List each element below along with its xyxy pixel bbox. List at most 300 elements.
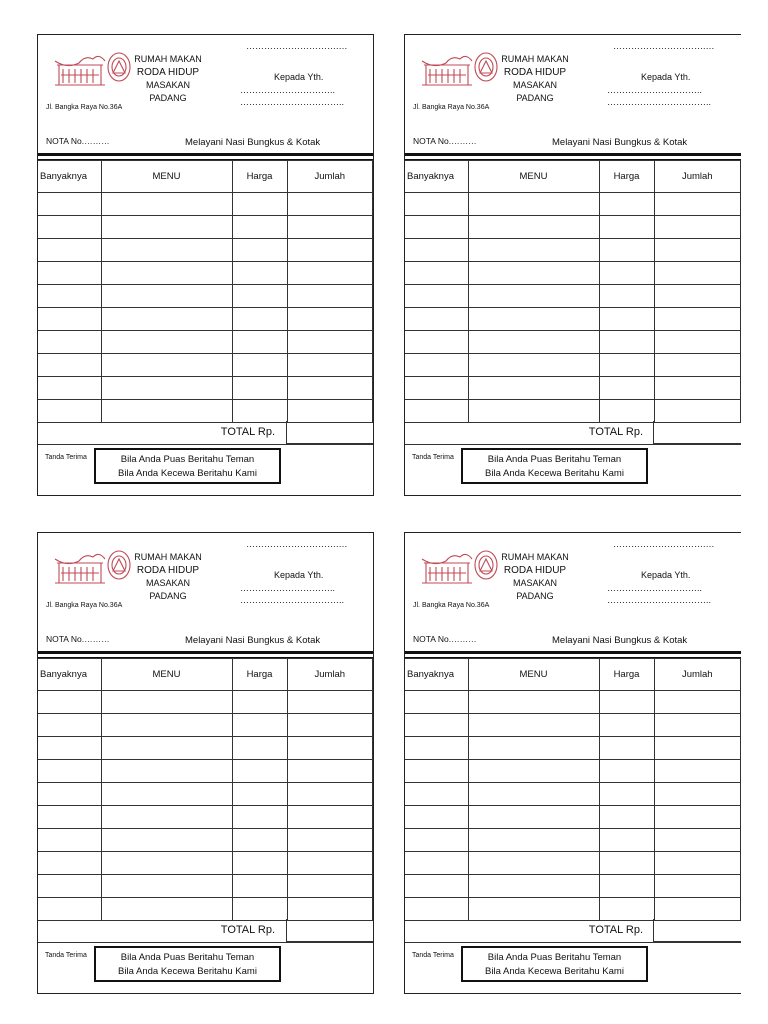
table-cell — [468, 714, 599, 737]
table-row — [38, 285, 373, 308]
restaurant-logo — [53, 49, 133, 89]
column-header-harga: Harga — [232, 659, 287, 691]
table-cell — [468, 262, 599, 285]
table-row — [405, 875, 741, 898]
nota-number-label: NOTA No.……… — [46, 136, 110, 146]
total-row — [38, 919, 373, 942]
table-cell — [232, 691, 287, 714]
table-cell — [599, 875, 654, 898]
service-tagline: Melayani Nasi Bungkus & Kotak — [552, 137, 688, 148]
column-header-banyaknya: Banyaknya — [38, 161, 101, 193]
table-cell — [38, 783, 101, 806]
receipt-bottom-right — [404, 532, 741, 994]
date-dotted-line: ………………………….… — [613, 41, 715, 51]
date-dotted-line: ………………………….… — [246, 41, 348, 51]
table-cell — [405, 760, 468, 783]
brand-line-2: RODA HIDUP — [503, 565, 567, 576]
table-cell — [654, 193, 741, 216]
table-cell — [38, 354, 101, 377]
brand-line-1: RUMAH MAKAN — [501, 54, 569, 64]
table-cell — [599, 898, 654, 921]
table-cell — [599, 806, 654, 829]
table-row — [38, 852, 373, 875]
brand-line-2: RODA HIDUP — [503, 67, 567, 78]
table-cell — [654, 852, 741, 875]
table-cell — [405, 239, 468, 262]
column-header-menu: MENU — [468, 659, 599, 691]
column-header-jumlah: Jumlah — [287, 659, 373, 691]
nota-number-label: NOTA No.……… — [413, 136, 477, 146]
table-cell — [654, 216, 741, 239]
brand-line-1: RUMAH MAKAN — [134, 54, 202, 64]
table-cell — [405, 829, 468, 852]
table-cell — [287, 760, 373, 783]
table-cell — [101, 239, 232, 262]
message-line-1: Bila Anda Puas Beritahu Teman — [487, 454, 622, 465]
table-cell — [405, 331, 468, 354]
rumah-gadang-logo-icon — [53, 547, 133, 587]
table-cell — [38, 714, 101, 737]
table-cell — [232, 308, 287, 331]
table-row — [405, 331, 741, 354]
table-cell — [654, 783, 741, 806]
table-cell — [654, 308, 741, 331]
table-cell — [101, 193, 232, 216]
column-header-banyaknya: Banyaknya — [405, 659, 468, 691]
table-cell — [232, 760, 287, 783]
table-cell — [468, 308, 599, 331]
column-header-jumlah: Jumlah — [287, 161, 373, 193]
table-cell — [599, 193, 654, 216]
receipt-signature-label: Tanda Terima — [412, 454, 454, 461]
table-cell — [405, 691, 468, 714]
recipient-dotted-line-1: ………………………….. — [607, 85, 703, 95]
customer-message-box — [94, 448, 281, 484]
total-amount-cell — [653, 421, 741, 444]
table-cell — [38, 239, 101, 262]
table-cell — [232, 285, 287, 308]
total-label: TOTAL Rp. — [588, 924, 643, 936]
table-cell — [38, 852, 101, 875]
table-cell — [38, 285, 101, 308]
table-cell — [38, 331, 101, 354]
table-cell — [468, 691, 599, 714]
table-cell — [232, 331, 287, 354]
table-cell — [468, 852, 599, 875]
table-cell — [468, 216, 599, 239]
table-cell — [468, 331, 599, 354]
total-row — [405, 421, 741, 444]
column-header-harga: Harga — [232, 161, 287, 193]
brand-line-2: RODA HIDUP — [136, 67, 200, 78]
table-cell — [599, 714, 654, 737]
table-row — [38, 262, 373, 285]
footer-divider — [405, 444, 741, 445]
table-cell — [405, 898, 468, 921]
table-cell — [405, 783, 468, 806]
table-cell — [654, 898, 741, 921]
table-row — [405, 377, 741, 400]
table-cell — [468, 354, 599, 377]
table-row — [38, 239, 373, 262]
table-cell — [101, 737, 232, 760]
table-cell — [599, 737, 654, 760]
table-cell — [232, 193, 287, 216]
header-divider-thick — [405, 651, 741, 654]
table-cell — [38, 377, 101, 400]
brand-line-1: RUMAH MAKAN — [501, 552, 569, 562]
table-cell — [654, 737, 741, 760]
table-cell — [287, 239, 373, 262]
rumah-gadang-logo-icon — [420, 547, 500, 587]
table-cell — [287, 898, 373, 921]
table-row — [38, 308, 373, 331]
total-amount-cell — [653, 919, 741, 942]
total-label: TOTAL Rp. — [220, 924, 275, 936]
table-cell — [232, 377, 287, 400]
table-cell — [405, 737, 468, 760]
table-cell — [654, 285, 741, 308]
table-header-row — [405, 161, 741, 193]
header-divider-thick — [38, 153, 373, 156]
restaurant-logo — [53, 547, 133, 587]
service-tagline: Melayani Nasi Bungkus & Kotak — [552, 635, 688, 646]
table-cell — [101, 783, 232, 806]
table-row — [405, 760, 741, 783]
table-cell — [468, 760, 599, 783]
table-cell — [232, 806, 287, 829]
rumah-gadang-logo-icon — [420, 49, 500, 89]
table-cell — [405, 262, 468, 285]
recipient-dotted-line-1: ………………………….. — [240, 583, 336, 593]
table-cell — [232, 783, 287, 806]
message-line-2: Bila Anda Kecewa Beritahu Kami — [485, 966, 624, 977]
table-row — [405, 262, 741, 285]
message-line-1: Bila Anda Puas Beritahu Teman — [487, 952, 622, 963]
receipt-top-right — [404, 34, 741, 496]
restaurant-address: Jl. Bangka Raya No.36A — [46, 104, 123, 111]
table-cell — [654, 714, 741, 737]
recipient-label: Kepada Yth. — [274, 570, 324, 580]
restaurant-name — [134, 551, 202, 603]
table-cell — [232, 354, 287, 377]
table-cell — [38, 262, 101, 285]
table-cell — [405, 714, 468, 737]
table-cell — [654, 806, 741, 829]
column-header-harga: Harga — [599, 659, 654, 691]
table-cell — [599, 783, 654, 806]
brand-line-3: MASAKAN PADANG — [512, 80, 557, 103]
table-cell — [101, 400, 232, 423]
table-cell — [405, 216, 468, 239]
restaurant-name — [501, 53, 569, 105]
table-cell — [405, 308, 468, 331]
table-row — [405, 898, 741, 921]
table-row — [38, 377, 373, 400]
table-cell — [38, 829, 101, 852]
customer-message-box — [461, 946, 648, 982]
customer-message-box — [461, 448, 648, 484]
column-header-banyaknya: Banyaknya — [405, 161, 468, 193]
table-cell — [599, 760, 654, 783]
table-row — [38, 400, 373, 423]
table-cell — [287, 691, 373, 714]
table-cell — [101, 354, 232, 377]
recipient-label: Kepada Yth. — [641, 72, 691, 82]
table-cell — [468, 783, 599, 806]
table-row — [405, 239, 741, 262]
table-cell — [287, 852, 373, 875]
column-header-jumlah: Jumlah — [654, 161, 741, 193]
table-row — [38, 354, 373, 377]
table-row — [405, 193, 741, 216]
header-divider-thick — [38, 651, 373, 654]
total-label: TOTAL Rp. — [588, 426, 643, 438]
table-cell — [599, 829, 654, 852]
table-cell — [599, 239, 654, 262]
table-cell — [38, 737, 101, 760]
message-line-2: Bila Anda Kecewa Beritahu Kami — [118, 966, 257, 977]
column-header-jumlah: Jumlah — [654, 659, 741, 691]
table-cell — [287, 714, 373, 737]
receipt-signature-label: Tanda Terima — [45, 454, 87, 461]
table-cell — [232, 737, 287, 760]
brand-line-3: MASAKAN PADANG — [145, 578, 190, 601]
table-cell — [405, 852, 468, 875]
table-cell — [468, 829, 599, 852]
table-cell — [38, 875, 101, 898]
receipt-top-left — [37, 34, 374, 496]
table-cell — [101, 829, 232, 852]
table-cell — [599, 691, 654, 714]
table-cell — [654, 691, 741, 714]
table-row — [38, 760, 373, 783]
table-cell — [38, 898, 101, 921]
table-cell — [232, 898, 287, 921]
column-header-menu: MENU — [101, 659, 232, 691]
message-line-2: Bila Anda Kecewa Beritahu Kami — [485, 468, 624, 479]
table-row — [405, 714, 741, 737]
table-cell — [232, 852, 287, 875]
table-cell — [38, 806, 101, 829]
table-cell — [287, 308, 373, 331]
table-cell — [599, 285, 654, 308]
table-row — [38, 829, 373, 852]
table-row — [38, 898, 373, 921]
table-cell — [287, 193, 373, 216]
table-cell — [101, 377, 232, 400]
recipient-label: Kepada Yth. — [641, 570, 691, 580]
date-dotted-line: ………………………….… — [246, 539, 348, 549]
table-cell — [101, 760, 232, 783]
recipient-dotted-line-2: …………………………….. — [607, 97, 712, 107]
table-cell — [654, 377, 741, 400]
footer-divider — [38, 942, 373, 943]
table-row — [405, 308, 741, 331]
footer-divider — [38, 444, 373, 445]
table-cell — [232, 239, 287, 262]
table-cell — [654, 331, 741, 354]
table-cell — [287, 829, 373, 852]
restaurant-address: Jl. Bangka Raya No.36A — [46, 602, 123, 609]
recipient-dotted-line-2: …………………………….. — [607, 595, 712, 605]
table-row — [38, 783, 373, 806]
column-header-menu: MENU — [468, 161, 599, 193]
total-row — [38, 421, 373, 444]
table-cell — [38, 691, 101, 714]
table-header-row — [405, 659, 741, 691]
table-cell — [468, 239, 599, 262]
table-cell — [599, 331, 654, 354]
receipt-bottom-left — [37, 532, 374, 994]
table-cell — [468, 875, 599, 898]
table-cell — [654, 400, 741, 423]
table-cell — [101, 852, 232, 875]
customer-message-box — [94, 946, 281, 982]
table-row — [405, 354, 741, 377]
table-row — [405, 737, 741, 760]
table-header-row — [38, 659, 373, 691]
table-cell — [599, 852, 654, 875]
brand-line-2: RODA HIDUP — [136, 565, 200, 576]
restaurant-address: Jl. Bangka Raya No.36A — [413, 602, 490, 609]
table-cell — [101, 285, 232, 308]
footer-divider — [405, 942, 741, 943]
total-label: TOTAL Rp. — [220, 426, 275, 438]
recipient-dotted-line-2: …………………………….. — [240, 97, 345, 107]
header-divider-thick — [405, 153, 741, 156]
table-row — [405, 691, 741, 714]
rumah-gadang-logo-icon — [53, 49, 133, 89]
table-cell — [654, 239, 741, 262]
table-cell — [599, 262, 654, 285]
receipt-signature-label: Tanda Terima — [45, 952, 87, 959]
table-cell — [287, 262, 373, 285]
date-dotted-line: ………………………….… — [613, 539, 715, 549]
items-table — [405, 658, 741, 921]
table-row — [38, 875, 373, 898]
table-header-row — [38, 161, 373, 193]
table-cell — [405, 400, 468, 423]
table-cell — [38, 308, 101, 331]
table-row — [405, 829, 741, 852]
table-cell — [654, 829, 741, 852]
column-header-harga: Harga — [599, 161, 654, 193]
brand-line-3: MASAKAN PADANG — [145, 80, 190, 103]
column-header-menu: MENU — [101, 161, 232, 193]
table-cell — [287, 875, 373, 898]
table-cell — [405, 377, 468, 400]
table-cell — [287, 354, 373, 377]
nota-number-label: NOTA No.……… — [413, 634, 477, 644]
table-cell — [654, 354, 741, 377]
message-line-2: Bila Anda Kecewa Beritahu Kami — [118, 468, 257, 479]
recipient-dotted-line-1: ………………………….. — [240, 85, 336, 95]
table-cell — [287, 377, 373, 400]
table-row — [38, 714, 373, 737]
table-cell — [232, 262, 287, 285]
table-cell — [101, 216, 232, 239]
table-cell — [599, 308, 654, 331]
total-row — [405, 919, 741, 942]
table-row — [38, 331, 373, 354]
table-cell — [468, 377, 599, 400]
table-cell — [287, 783, 373, 806]
restaurant-name — [134, 53, 202, 105]
table-cell — [232, 875, 287, 898]
receipt-signature-label: Tanda Terima — [412, 952, 454, 959]
brand-line-1: RUMAH MAKAN — [134, 552, 202, 562]
table-cell — [101, 308, 232, 331]
restaurant-logo — [420, 49, 500, 89]
table-cell — [405, 875, 468, 898]
service-tagline: Melayani Nasi Bungkus & Kotak — [185, 137, 321, 148]
message-line-1: Bila Anda Puas Beritahu Teman — [120, 454, 255, 465]
table-cell — [599, 400, 654, 423]
column-header-banyaknya: Banyaknya — [38, 659, 101, 691]
table-cell — [599, 216, 654, 239]
table-row — [405, 400, 741, 423]
recipient-dotted-line-2: …………………………….. — [240, 595, 345, 605]
table-cell — [654, 875, 741, 898]
table-cell — [101, 875, 232, 898]
table-cell — [101, 691, 232, 714]
total-amount-cell — [286, 421, 373, 444]
table-cell — [38, 760, 101, 783]
recipient-label: Kepada Yth. — [274, 72, 324, 82]
table-row — [38, 691, 373, 714]
table-cell — [101, 714, 232, 737]
table-cell — [405, 193, 468, 216]
table-row — [38, 216, 373, 239]
table-row — [405, 285, 741, 308]
table-cell — [101, 898, 232, 921]
table-cell — [287, 737, 373, 760]
restaurant-address: Jl. Bangka Raya No.36A — [413, 104, 490, 111]
table-cell — [101, 806, 232, 829]
table-row — [38, 193, 373, 216]
table-cell — [468, 737, 599, 760]
table-cell — [654, 262, 741, 285]
nota-number-label: NOTA No.……… — [46, 634, 110, 644]
table-row — [405, 216, 741, 239]
table-cell — [654, 760, 741, 783]
table-cell — [232, 714, 287, 737]
table-cell — [468, 806, 599, 829]
table-cell — [232, 829, 287, 852]
table-cell — [101, 331, 232, 354]
service-tagline: Melayani Nasi Bungkus & Kotak — [185, 635, 321, 646]
table-row — [405, 852, 741, 875]
table-cell — [232, 216, 287, 239]
table-cell — [405, 354, 468, 377]
table-cell — [287, 806, 373, 829]
table-row — [38, 737, 373, 760]
table-cell — [38, 216, 101, 239]
table-cell — [468, 400, 599, 423]
table-cell — [468, 193, 599, 216]
table-cell — [468, 898, 599, 921]
table-row — [405, 783, 741, 806]
table-cell — [405, 806, 468, 829]
brand-line-3: MASAKAN PADANG — [512, 578, 557, 601]
restaurant-name — [501, 551, 569, 603]
table-cell — [405, 285, 468, 308]
table-row — [405, 806, 741, 829]
table-cell — [232, 400, 287, 423]
restaurant-logo — [420, 547, 500, 587]
table-cell — [38, 193, 101, 216]
